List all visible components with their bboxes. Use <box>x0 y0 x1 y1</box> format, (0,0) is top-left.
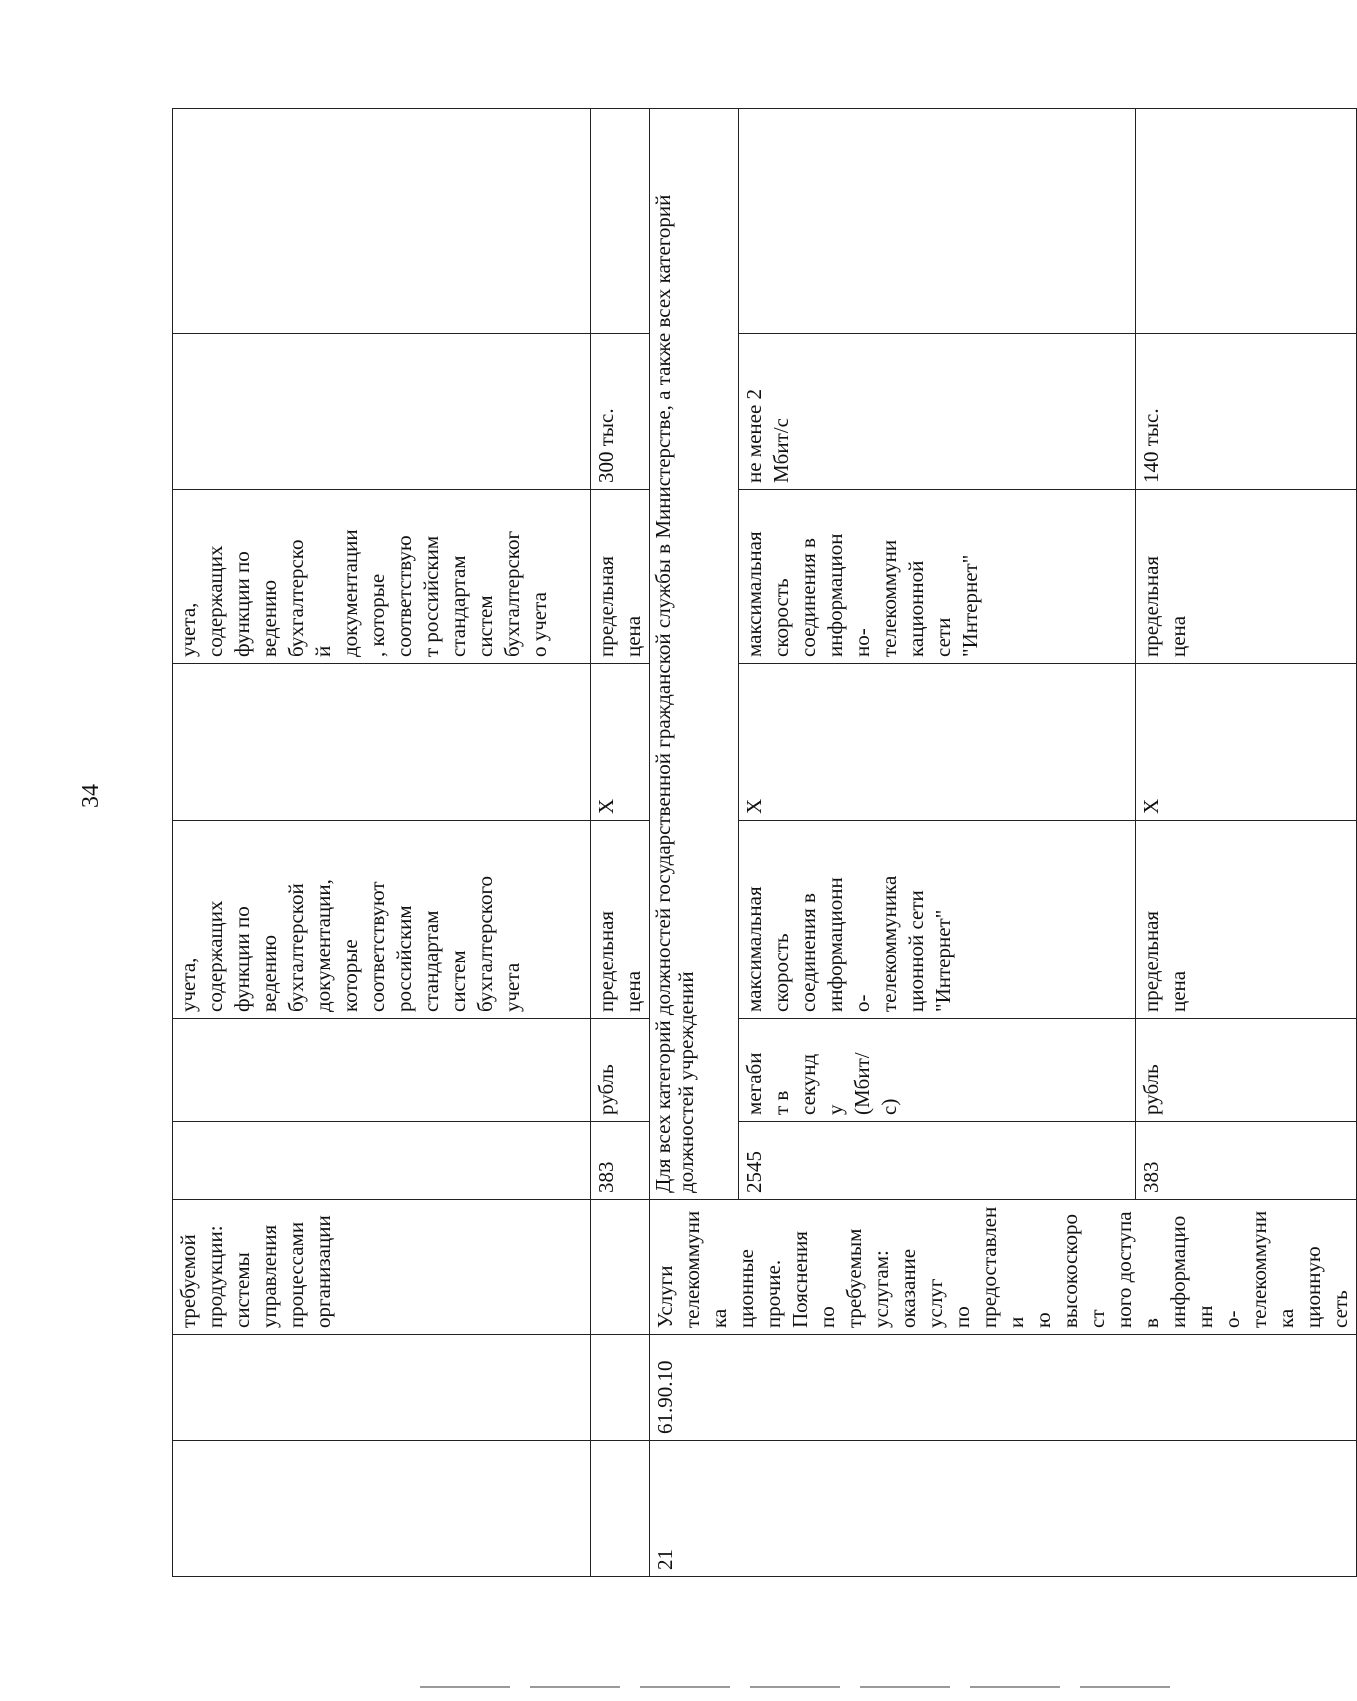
characteristic-cell: предельная цена <box>591 490 650 664</box>
requirements-table <box>172 108 1357 1577</box>
rotated-table-wrapper <box>172 109 1352 1577</box>
category-merged-cell: Для всех категорий должностей государственной гражданской службы в Министерстве, а также всех категорий должностей учреждений <box>650 109 739 1200</box>
characteristic-cell: максимальная скорость соединения в информацион но- телекоммуни кационной сети "Интернет" <box>739 490 1135 664</box>
unit-cell: рубль <box>1135 1019 1356 1122</box>
table-cell <box>591 109 650 334</box>
table-cell <box>173 664 591 821</box>
table-row <box>650 109 739 1577</box>
characteristic-cell: предельная цена <box>1135 490 1356 664</box>
value-cell: не менее 2 Мбит/с <box>739 334 1135 490</box>
characteristic-cell: предельная цена <box>591 821 650 1019</box>
table-cell <box>173 1019 591 1122</box>
x-mark-cell: Х <box>591 664 650 821</box>
value-cell: 300 тыс. <box>591 334 650 490</box>
unit-cell: рубль <box>591 1019 650 1122</box>
table-row <box>591 109 650 1577</box>
table-cell <box>591 1335 650 1441</box>
x-mark-cell: Х <box>1135 664 1356 821</box>
okei-code-cell: 383 <box>1135 1122 1356 1200</box>
characteristic-cell: учета, содержащих функции по ведению бухгалтерской документации, которые соответствуют российским стандартам систем бухгалтерского учета <box>173 821 591 1019</box>
characteristic-cell: учета, содержащих функции по ведению бухгалтерско й документации , которые соответствую т российским стандартам систем бухгалтерског о учета <box>173 490 591 664</box>
table-row <box>173 109 591 1577</box>
characteristic-cell: предельная цена <box>1135 821 1356 1019</box>
page-number: 34 <box>78 784 104 808</box>
table-cell <box>173 1441 591 1577</box>
x-mark-cell: Х <box>739 664 1135 821</box>
unit-cell: мегаби т в секунд у (Мбит/ с) <box>739 1019 1135 1122</box>
product-name-cell: Услуги телекоммуника ционные прочие. Пояснения по требуемым услугам: оказание услуг по предоставлени ю высокоскорост ного доступа в информационн о- телекоммуника ционную сеть <box>650 1200 1357 1335</box>
table-cell <box>739 109 1135 334</box>
row-number-cell: 21 <box>650 1441 1357 1577</box>
okei-code-cell: 383 <box>591 1122 650 1200</box>
table-cell <box>1135 109 1356 334</box>
value-cell: 140 тыс. <box>1135 334 1356 490</box>
table-cell <box>173 1122 591 1200</box>
table-cell <box>173 1335 591 1441</box>
okei-code-cell: 2545 <box>739 1122 1135 1200</box>
characteristic-cell: максимальная скорость соединения в информационн о- телекоммуника ционной сети "Интернет" <box>739 821 1135 1019</box>
table-cell <box>591 1200 650 1335</box>
table-cell <box>173 334 591 490</box>
table-cell <box>591 1441 650 1577</box>
table-cell <box>173 109 591 334</box>
product-name-cell: требуемой продукции: системы управления процессами организации <box>173 1200 591 1335</box>
okpd-code-cell: 61.90.10 <box>650 1335 1357 1441</box>
scan-edge-rule <box>420 1686 1180 1688</box>
